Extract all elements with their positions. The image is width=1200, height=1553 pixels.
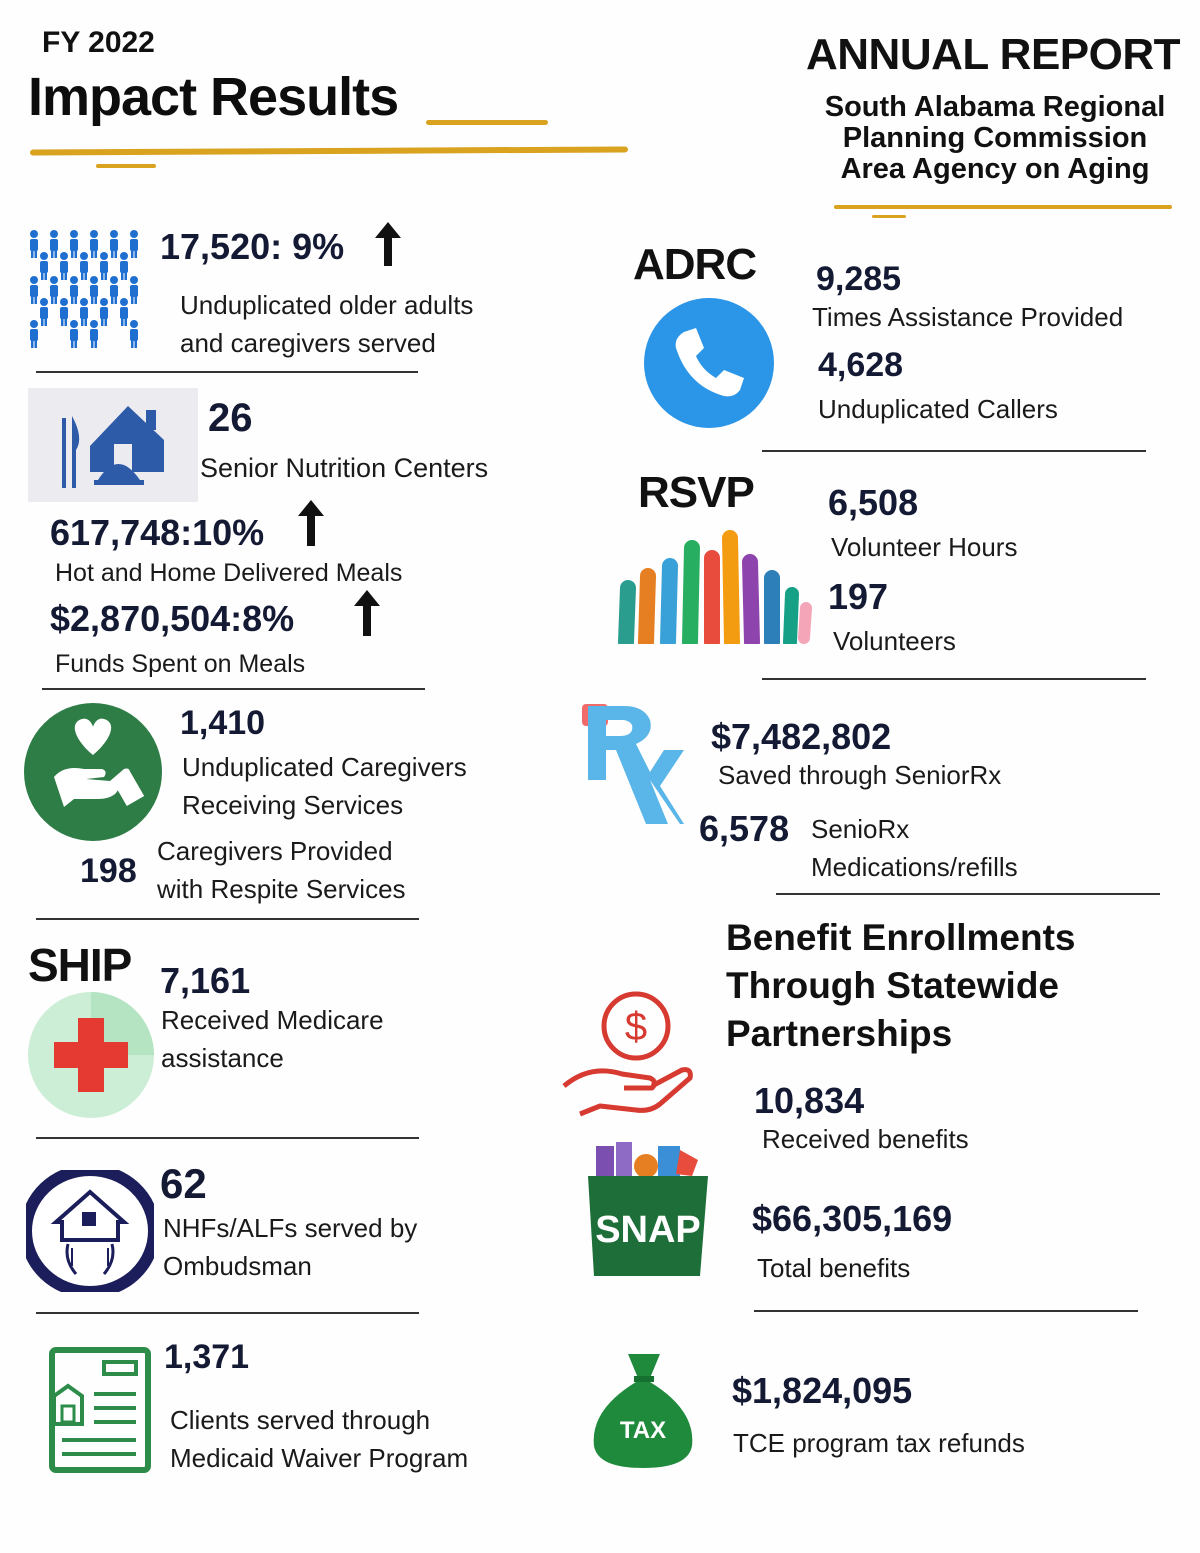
ship-label: Received Medicare assistance [161, 1005, 384, 1073]
gold-underline [834, 205, 1172, 209]
rsvp-volunteers-value: 197 [828, 576, 889, 617]
divider [36, 1312, 419, 1314]
divider [754, 1310, 1138, 1312]
gold-underline [872, 215, 906, 218]
rsvp-heading: RSVP [638, 468, 754, 517]
caregiver-heart-hand-icon [24, 703, 162, 841]
respite-value: 198 [80, 852, 137, 890]
divider [42, 688, 425, 690]
served-label: Unduplicated older adults and caregivers served [180, 290, 474, 358]
adrc-callers-value: 4,628 [818, 346, 904, 384]
gold-underline [96, 164, 156, 168]
divider [776, 893, 1160, 895]
fiscal-year: FY 2022 [42, 26, 155, 59]
funds-value: $2,870,504:8% [50, 598, 295, 639]
svg-text:$: $ [624, 1005, 648, 1049]
medical-cross-icon [28, 992, 154, 1118]
benefits-total-value: $66,305,169 [752, 1198, 953, 1239]
home-care-hands-icon [26, 1170, 154, 1292]
respite-label: Caregivers Provided with Respite Services [157, 836, 406, 904]
caregivers-label: Unduplicated Caregivers Receiving Services [182, 752, 467, 820]
adrc-assistance-label: Times Assistance Provided [812, 302, 1124, 332]
nutrition-centers-value: 26 [208, 396, 253, 440]
rsvp-hours-value: 6,508 [828, 482, 919, 523]
served-value: 17,520: 9% [160, 226, 345, 267]
phone-icon [644, 298, 774, 428]
dollar-hand-icon [560, 990, 704, 1122]
snap-bag-icon [584, 1136, 712, 1278]
rx-icon [580, 700, 686, 828]
rsvp-hours-label: Volunteer Hours [831, 532, 1018, 562]
rx-saved-value: $7,482,802 [711, 716, 892, 757]
adrc-assistance-value: 9,285 [816, 260, 902, 298]
ombudsman-value: 62 [160, 1160, 207, 1207]
arrow-up-icon [354, 590, 380, 636]
document-form-icon [48, 1346, 152, 1474]
funds-label: Funds Spent on Meals [55, 650, 306, 678]
waiver-label: Clients served through Medicaid Waiver Program [170, 1405, 469, 1473]
benefits-received-label: Received benefits [762, 1124, 969, 1154]
tax-label: TCE program tax refunds [733, 1428, 1025, 1458]
ombudsman-label: NHFs/ALFs served by Ombudsman [163, 1213, 418, 1281]
people-group-icon [26, 228, 148, 350]
rsvp-volunteers-label: Volunteers [833, 626, 956, 656]
benefits-received-value: 10,834 [754, 1080, 865, 1121]
gold-underline [30, 146, 628, 155]
benefits-total-label: Total benefits [757, 1253, 911, 1283]
organization-name: South Alabama Regional Planning Commission Area Agency on Aging [824, 91, 1166, 185]
adrc-heading: ADRC [633, 240, 757, 289]
ship-heading: SHIP [28, 939, 132, 991]
divider [36, 918, 419, 920]
meal-house-icon [28, 388, 198, 502]
raised-hands-icon [612, 518, 812, 644]
meals-label: Hot and Home Delivered Meals [55, 559, 403, 587]
caregivers-value: 1,410 [180, 704, 266, 742]
report-title: ANNUAL REPORT [806, 30, 1181, 79]
rx-saved-label: Saved through SeniorRx [718, 760, 1002, 790]
nutrition-centers-label: Senior Nutrition Centers [200, 453, 489, 483]
gold-underline [426, 120, 548, 125]
adrc-callers-label: Unduplicated Callers [818, 394, 1058, 424]
ship-value: 7,161 [160, 960, 251, 1001]
divider [762, 678, 1146, 680]
arrow-up-icon [375, 222, 401, 266]
meals-value: 617,748:10% [50, 512, 265, 553]
divider [36, 1137, 419, 1139]
waiver-value: 1,371 [164, 1338, 250, 1376]
page-title: Impact Results [28, 67, 399, 127]
divider [762, 450, 1146, 452]
snap-text: SNAP [595, 1209, 701, 1251]
benefits-heading: Benefit Enrollments Through Statewide Partnerships [726, 917, 1076, 1054]
arrow-up-icon [298, 500, 324, 546]
divider [36, 371, 418, 373]
tax-money-bag-icon [586, 1350, 700, 1472]
rx-refills-label: SenioRx Medications/refills [811, 814, 1018, 882]
rx-refills-value: 6,578 [699, 808, 790, 849]
tax-value: $1,824,095 [732, 1370, 913, 1411]
tax-text: TAX [619, 1417, 667, 1444]
